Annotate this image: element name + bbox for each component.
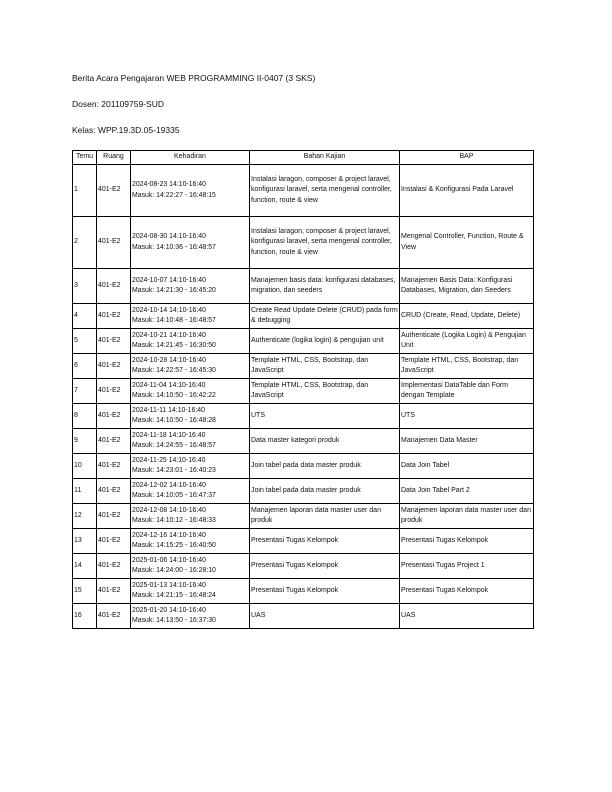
cell-kehadiran	[131, 379, 250, 404]
cell-bahan-kajian: Presentasi Tugas Kelompok	[250, 554, 400, 579]
cell-masuk: Masuk: 14:21:15 - 16:48:24	[132, 592, 216, 599]
cell-kehadiran	[131, 217, 250, 269]
cell-masuk: Masuk: 14:10:36 - 16:48:57	[132, 243, 216, 251]
header-bahan-kajian: Bahan Kajian	[250, 151, 400, 165]
cell-ruang: 401-E2	[97, 379, 131, 404]
cell-bahan-kajian: Manajemen basis data: konfigurasi databases, migration, dan seeders	[250, 269, 400, 304]
cell-bahan-kajian: Manajemen laporan data master user dan produk	[250, 504, 400, 529]
cell-bahan-kajian: Template HTML, CSS, Bootstrap, dan JavaScript	[250, 354, 400, 379]
cell-bahan-kajian: Instalasi laragon, composer & project laravel, konfigurasi laravel, serta mengenal controller, function, route & view	[250, 217, 400, 269]
cell-ruang: 401-E2	[97, 217, 131, 269]
header-bap: BAP	[400, 151, 534, 165]
cell-masuk: Masuk: 14:21:45 - 16:30:50	[132, 342, 216, 349]
table-row	[73, 554, 534, 579]
cell-ruang: 401-E2	[97, 429, 131, 454]
cell-ruang: 401-E2	[97, 529, 131, 554]
cell-kehadiran	[131, 554, 250, 579]
table-row	[73, 304, 534, 329]
table-row	[73, 429, 534, 454]
cell-jadwal: 2025-01-06 14:10-16:40	[132, 556, 206, 564]
cell-kehadiran	[131, 454, 250, 479]
cell-jadwal: 2024-11-11 14:10-16:40	[132, 406, 205, 414]
cell-ruang: 401-E2	[97, 579, 131, 604]
table-row	[73, 379, 534, 404]
cell-jadwal: 2024-11-04 14:10-16:40	[132, 381, 206, 389]
cell-jadwal: 2024-10-28 14:10-16:40	[132, 356, 206, 364]
cell-jadwal: 2024-12-16 14:10-16:40	[132, 531, 206, 539]
cell-jadwal: 2024-10-14 14:10-16:40	[132, 306, 206, 314]
table-row	[73, 454, 534, 479]
attendance-table	[72, 150, 534, 629]
table-row	[73, 579, 534, 604]
cell-masuk: Masuk: 14:13:50 - 16:37:30	[132, 617, 216, 624]
cell-kehadiran	[131, 604, 250, 629]
cell-masuk: Masuk: 14:10:50 - 16:42:22	[132, 392, 216, 399]
cell-kehadiran	[131, 404, 250, 429]
cell-masuk: Masuk: 14:10:05 - 16:47:37	[132, 492, 216, 499]
cell-jadwal: 2024-10-07 14:10-16:40	[132, 276, 206, 284]
cell-bahan-kajian: Data master kategori produk	[250, 429, 400, 454]
cell-temu: 3	[73, 269, 97, 304]
cell-temu: 10	[73, 454, 97, 479]
table-header-row	[73, 151, 534, 165]
cell-bap: Data Join Tabel Part 2	[400, 479, 534, 504]
table-row	[73, 529, 534, 554]
cell-bahan-kajian: Join tabel pada data master produk	[250, 454, 400, 479]
cell-kehadiran	[131, 479, 250, 504]
cell-masuk: Masuk: 14:10:12 - 16:48:33	[132, 517, 216, 524]
cell-bap: Presentasi Tugas Kelompok	[400, 529, 534, 554]
table-row	[73, 329, 534, 354]
header-kehadiran: Kehadiran	[131, 151, 250, 165]
cell-temu: 13	[73, 529, 97, 554]
cell-kehadiran	[131, 504, 250, 529]
cell-bahan-kajian: Instalasi laragon, composer & project laravel, konfigurasi laravel, serta mengenal controller, function, route & view	[250, 165, 400, 217]
cell-kehadiran	[131, 269, 250, 304]
cell-jadwal: 2024-12-08 14:10-16:40	[132, 506, 206, 514]
cell-ruang: 401-E2	[97, 454, 131, 479]
cell-bap: Implementasi DataTable dan Form dengan Template	[400, 379, 534, 404]
cell-bap: Manajemen Data Master	[400, 429, 534, 454]
cell-bap: Presentasi Tugas Project 1	[400, 554, 534, 579]
cell-ruang: 401-E2	[97, 269, 131, 304]
cell-bap: CRUD (Create, Read, Update, Delete)	[400, 304, 534, 329]
table-row	[73, 165, 534, 217]
cell-bahan-kajian: Authenticate (logika login) & pengujian unit	[250, 329, 400, 354]
cell-bap: Presentasi Tugas Kelompok	[400, 579, 534, 604]
cell-bap: Mengenal Controller, Function, Route & View	[400, 217, 534, 269]
document-title: Berita Acara Pengajaran WEB PROGRAMMING II-0407 (3 SKS)	[72, 73, 316, 83]
table-row	[73, 404, 534, 429]
cell-ruang: 401-E2	[97, 304, 131, 329]
header-ruang: Ruang	[97, 151, 131, 165]
lecturer-line: Dosen: 201109759-SUD	[72, 99, 164, 109]
cell-masuk: Masuk: 14:22:57 - 16:45:30	[132, 367, 216, 374]
cell-ruang: 401-E2	[97, 329, 131, 354]
table-row	[73, 604, 534, 629]
cell-temu: 8	[73, 404, 97, 429]
cell-bahan-kajian: UAS	[250, 604, 400, 629]
cell-bap: Manajemen laporan data master user dan produk	[400, 504, 534, 529]
cell-ruang: 401-E2	[97, 504, 131, 529]
cell-jadwal: 2024-11-25 14:10-16:40	[132, 456, 206, 464]
cell-temu: 1	[73, 165, 97, 217]
cell-bap: UAS	[400, 604, 534, 629]
cell-temu: 5	[73, 329, 97, 354]
cell-ruang: 401-E2	[97, 479, 131, 504]
cell-masuk: Masuk: 14:15:25 - 16:40:50	[132, 542, 216, 549]
class-line: Kelas: WPP.19.3D.05-19335	[72, 125, 180, 135]
cell-jadwal: 2024-12-02 14:10-16:40	[132, 481, 206, 489]
header-temu: Temu	[73, 151, 97, 165]
cell-bap: Authenticate (Logika Login) & Pengujian Unit	[400, 329, 534, 354]
cell-bap: Data Join Tabel	[400, 454, 534, 479]
table-row	[73, 479, 534, 504]
cell-masuk: Masuk: 14:22:27 - 16:48:15	[132, 191, 216, 199]
cell-bahan-kajian: Template HTML, CSS, Bootstrap, dan JavaScript	[250, 379, 400, 404]
cell-bap: UTS	[400, 404, 534, 429]
cell-jadwal: 2024-11-18 14:10-16:40	[132, 431, 206, 439]
table-row	[73, 217, 534, 269]
cell-kehadiran	[131, 354, 250, 379]
cell-ruang: 401-E2	[97, 404, 131, 429]
cell-jadwal: 2024-10-21 14:10-16:40	[132, 331, 206, 339]
cell-temu: 11	[73, 479, 97, 504]
cell-kehadiran	[131, 579, 250, 604]
cell-kehadiran	[131, 304, 250, 329]
cell-masuk: Masuk: 14:10:48 - 16:48:57	[132, 317, 216, 324]
cell-kehadiran	[131, 329, 250, 354]
cell-bahan-kajian: Create Read Update Delete (CRUD) pada form & debugging	[250, 304, 400, 329]
cell-bap: Template HTML, CSS, Bootstrap, dan JavaScript	[400, 354, 534, 379]
cell-temu: 15	[73, 579, 97, 604]
cell-temu: 9	[73, 429, 97, 454]
cell-ruang: 401-E2	[97, 354, 131, 379]
cell-bahan-kajian: Presentasi Tugas Kelompok	[250, 579, 400, 604]
cell-bap: Manajemen Basis Data: Konfigurasi Databases, Migration, dan Seeders	[400, 269, 534, 304]
cell-masuk: Masuk: 14:21:30 - 16:45:20	[132, 287, 216, 294]
cell-ruang: 401-E2	[97, 165, 131, 217]
cell-jadwal: 2025-01-13 14:10-16:40	[132, 581, 206, 589]
cell-bahan-kajian: Join tabel pada data master produk	[250, 479, 400, 504]
cell-kehadiran	[131, 429, 250, 454]
table-row	[73, 504, 534, 529]
cell-bahan-kajian: UTS	[250, 404, 400, 429]
cell-temu: 6	[73, 354, 97, 379]
cell-temu: 2	[73, 217, 97, 269]
cell-temu: 14	[73, 554, 97, 579]
table-row	[73, 269, 534, 304]
cell-masuk: Masuk: 14:10:50 - 16:48:28	[132, 417, 216, 424]
cell-bahan-kajian: Presentasi Tugas Kelompok	[250, 529, 400, 554]
cell-bap: Instalasi & Konfigurasi Pada Laravel	[400, 165, 534, 217]
cell-kehadiran	[131, 165, 250, 217]
cell-kehadiran	[131, 529, 250, 554]
cell-temu: 12	[73, 504, 97, 529]
cell-ruang: 401-E2	[97, 604, 131, 629]
cell-jadwal: 2024-08-23 14:10-16:40	[132, 181, 206, 188]
cell-masuk: Masuk: 14:24:55 - 16:48:57	[132, 442, 216, 449]
cell-temu: 7	[73, 379, 97, 404]
cell-temu: 4	[73, 304, 97, 329]
cell-jadwal: 2025-01-20 14:10-16:40	[132, 606, 206, 614]
cell-temu: 16	[73, 604, 97, 629]
cell-ruang: 401-E2	[97, 554, 131, 579]
cell-masuk: Masuk: 14:23:01 - 16:40:23	[132, 467, 216, 474]
cell-jadwal: 2024-08-30 14:10-16:40	[132, 233, 206, 240]
cell-masuk: Masuk: 14:24:00 - 16:28:10	[132, 567, 216, 574]
table-row	[73, 354, 534, 379]
